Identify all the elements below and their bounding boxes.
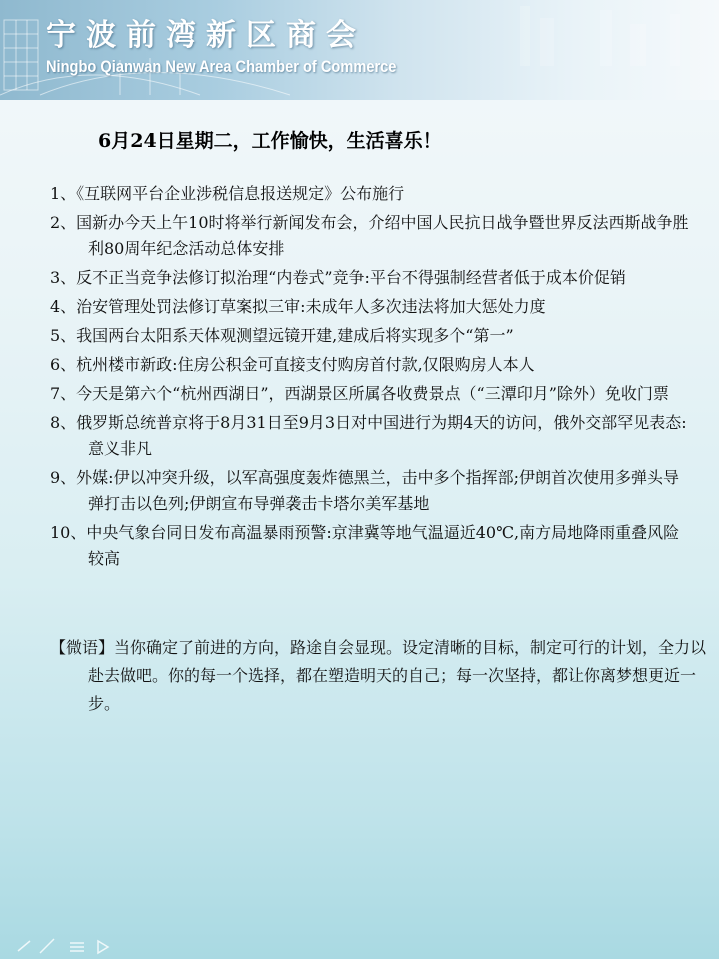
news-list: [50, 181, 690, 575]
back-arrow-icon: [18, 941, 30, 951]
micro-quote-paragraph: 【微语】当你确定了前进的方向，路途自会显现。设定清晰的目标，制定可行的计划，全力以赴去做吧。你的每一个选择，都在塑造明天的自己；每一次坚持，都让你离梦想更近一步。: [50, 638, 707, 713]
forward-icon: [98, 941, 108, 953]
news-item: 3、反不正当竞争法修订拟治理“内卷式”竞争:平台不得强制经营者低于成本价促销: [50, 268, 626, 287]
news-item: 5、我国两台太阳系天体观测望远镜开建,建成后将实现多个“第一”: [50, 326, 514, 345]
news-item: 2、国新办今天上午10时将举行新闻发布会，介绍中国人民抗日战争暨世界反法西斯战争胜利80周年纪念活动总体安排: [50, 213, 689, 258]
news-item: 6、杭州楼市新政:住房公积金可直接支付购房首付款,仅限购房人本人: [50, 355, 535, 374]
date-greeting-heading: 6月24日星期二，工作愉快，生活喜乐！: [98, 130, 442, 152]
pen-icon: [40, 939, 54, 953]
news-item: 1、《互联网平台企业涉税信息报送规定》公布施行: [50, 184, 405, 203]
menu-icon: [70, 943, 84, 951]
news-item: 9、外媒:伊以冲突升级，以军高强度轰炸德黑兰，击中多个指挥部;伊朗首次使用多弹头导弹打击以色列;伊朗宣布导弹袭击卡塔尔美军基地: [50, 468, 679, 513]
footer-slide-controls: [14, 935, 134, 957]
header-title-chinese: 宁波前湾新区商会: [46, 18, 366, 53]
news-item: 10、中央气象台同日发布高温暴雨预警:京津冀等地气温逼近40℃,南方局地降雨重叠风险较高: [50, 523, 680, 568]
news-item: 4、治安管理处罚法修订草案拟三审:未成年人多次违法将加大惩处力度: [50, 297, 546, 316]
header-title-english: Ningbo Qianwan New Area Chamber of Commerce: [46, 57, 397, 76]
news-item: 7、今天是第六个“杭州西湖日”，西湖景区所属各收费景点（“三潭印月”除外）免收门票: [50, 384, 669, 403]
header-banner: [0, 0, 719, 100]
news-item: 8、俄罗斯总统普京将于8月31日至9月3日对中国进行为期4天的访问，俄外交部罕见表态:意义非凡: [50, 413, 687, 458]
